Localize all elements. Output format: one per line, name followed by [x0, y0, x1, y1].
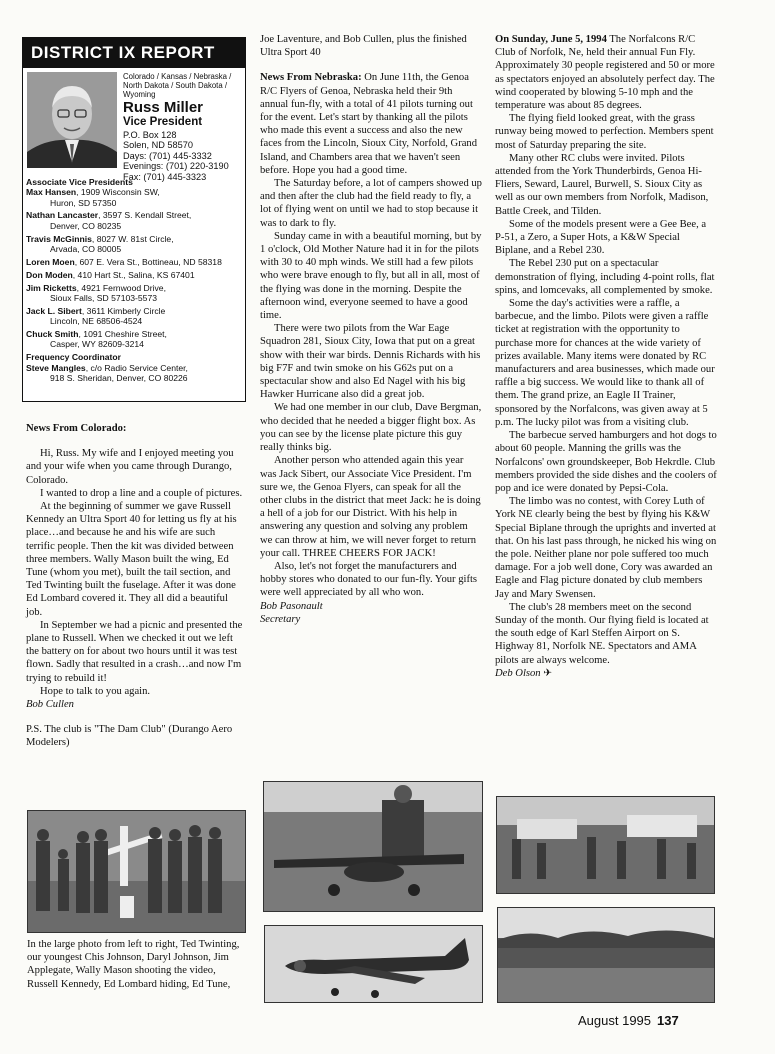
- paragraph: The flying field looked great, with the grass runway being mowed to perfection. Members spent most of Saturday preparing the site.: [495, 113, 714, 151]
- paragraph: Sunday came in with a beautiful morning, but by 1 o'clock, Old Mother Nature had it in for the pilots with 30 to 40 mph winds. We still had a few pilots who were brave enough to fly, but all in all, most of the flying was done in the morning. Despite the afternoon wind, everyone seemed to have a good time.: [260, 230, 482, 322]
- associate-entry: Travis McGinnis, 8027 W. 81st Circle, Arvada, CO 80005: [26, 233, 174, 254]
- vice-president-contact: [123, 130, 229, 182]
- paragraph: Many other RC clubs were invited. Pilots attended from the York Thunderbirds, Genoa Hi-Fliers, Seward, Laurel, Burwell, S. Sioux City as well as our own members from Norfolk, Madison, Battle Creek, and Tilden.: [495, 152, 709, 217]
- nebraska-heading: News From Nebraska:: [260, 72, 362, 84]
- associates-label: Associate Vice Presidents: [26, 177, 133, 187]
- associate-entry: Nathan Lancaster, 3597 S. Kendall Street, Denver, CO 80235: [26, 210, 192, 231]
- continue-arrow-icon: ✈: [543, 667, 553, 679]
- phone-fax: Fax: (701) 445-3323: [123, 171, 207, 182]
- photo-caption: In the large photo from left to right, Ted Twinting, our youngest Chis Johnson, Daryl Johnson, Jim Applegate, Wally Mason shooting the video, Russell Kennedy, Ed Lombard hiding, Ed Tune,: [27, 939, 240, 990]
- paragraph: Another person who attended again this year was Jack Sibert, our Associate Vice President. I'm sure we, the Genoa Flyers, can speak for all the other clubs in the district that meet Jack: he is doing a hell of a job for our District. With his help in answering any question and solving any problem we can throw at him, we will never forget to return your call. THREE CHEERS FOR JACK!: [260, 455, 481, 559]
- frequency-coordinator-entry: Steve Mangles, c/o Radio Service Center, 918 S. Sheridan, Denver, CO 80226: [26, 362, 188, 383]
- associate-entry: Chuck Smith, 1091 Cheshire Street, Casper, WY 82609-3214: [26, 329, 167, 350]
- signature-title: Secretary: [260, 613, 301, 625]
- page-number: 137: [657, 1013, 679, 1028]
- paragraph: In September we had a picnic and presented the plane to Russell. When we checked it out we left the battery on for about two hours until it was test flown. Sadly that resulted in a crash…and now I'm trying to rebuild it!: [26, 619, 243, 684]
- paragraph: Hi, Russ. My wife and I enjoyed meeting you and your wife when you came through Durango, Colorado.: [26, 448, 234, 486]
- district-title: DISTRICT IX REPORT: [23, 38, 245, 68]
- address-line: P.O. Box 128: [123, 130, 177, 140]
- address-line: Solen, ND 58570: [123, 140, 193, 151]
- phone-days: Days: (701) 445-3332: [123, 150, 212, 161]
- issue-date: August 1995: [578, 1013, 652, 1028]
- paragraph: Some the day's activities were a raffle, a barbecue, and the limbo. Pilots were given a raffle ticket at registration with the opportunity to purchase more for chances at the wide variety of prizes available. Many items were donated by RC manufacturers and area businesses, which made our raffle a big success. We would like to thank all of them. The grand prize, an Eagle II Trainer, sponsored by the Norfalcons, was given away at 5 p.m. The lucky pilot was from a visiting club.: [495, 298, 715, 428]
- paragraph: We had one member in our club, Dave Bergman, who decided that he needed a bigger flight box. As you can see by the license plate picture this guy really thinks big.: [260, 402, 482, 454]
- colorado-article: [26, 422, 246, 750]
- paragraph: The barbecue served hamburgers and hot dogs to about 60 people. Manning the grills was the Norfalcons' own groundskeeper, Bob Hekrdle. Club members provided the side dishes and the coolers of pop and ice were donated by Pepsi-Cola.: [495, 430, 717, 494]
- signature: Deb Olson: [495, 667, 541, 679]
- district-states: Colorado / Kansas / Nebraska / North Dakota / South Dakota / Wyoming: [123, 72, 232, 99]
- paragraph: The Norfalcons R/C Club of Norfolk, Ne, held their annual Fun Fly. Approximately 30 people registered and 50 or more as spectators enjoyed an absolutely perfect day. The wind cooperated by blowing 5-10 mph and the temperature was about 85 degrees.: [495, 34, 715, 112]
- associate-entry: Loren Moen, 607 E. Vera St., Bottineau, ND 58318: [26, 256, 222, 267]
- page-footer: [578, 1013, 679, 1028]
- caption-continuation: Joe Laventure, and Bob Cullen, plus the finished Ultra Sport 40: [260, 34, 467, 59]
- associate-vp-list: [26, 177, 242, 386]
- paragraph: Some of the models present were a Gee Bee, a P-51, a Zero, a Super Hots, a K&W Special Biplane, and a Rebel 230.: [495, 218, 707, 257]
- paragraph: On June 11th, the Genoa R/C Flyers of Genoa, Nebraska held their 9th annual fun-fly, with a total of 41 pilots turning out for the event. Let's start by thanking all the pilots who made this event a success and also the new faces from the Lincoln, Sioux City, Norfold, Grand Island, and Chambers area that we haven't seen before. Hope you had a good time.: [260, 72, 478, 176]
- vice-president-photo: [27, 72, 117, 168]
- colorado-heading: News From Colorado:: [26, 423, 127, 434]
- field-cars-photo: [497, 907, 715, 1003]
- paragraph: The limbo was no contest, with Corey Luth of York NE clearly being the best by flying his K&W Special Biplane through the uprights and inverted at that. On his last pass through, he nicked his wing on the pole. Neither plane nor pole suffered too much damage. For a job well done, Cory was awarded an Eagle and Flag picture donated by club members Jay and Mary Swensen.: [495, 496, 717, 600]
- warbird-photo: [264, 925, 483, 1003]
- nebraska-article: [260, 33, 482, 626]
- paragraph: The club's 28 members meet on the second Sunday of the month. Our flying field is located at the south edge of Karl Steffen Airport on S. Highway 81, Norfolk NE. Spectators and AMA pilots are always welcome.: [495, 601, 709, 666]
- paragraph: Hope to talk to you again.: [40, 685, 151, 697]
- frequency-coordinator-label: Frequency Coordinator: [26, 352, 122, 363]
- signature: Bob Cullen: [26, 699, 74, 711]
- signature: Bob Pasonault: [260, 600, 323, 612]
- vice-president-title: Vice President: [123, 116, 203, 128]
- associate-entry: Max Hansen, 1909 Wisconsin SW, Huron, SD 57350: [26, 187, 160, 208]
- paragraph: There were two pilots from the War Eage Squadron 281, Sioux City, Iowa that put on a great show with their war birds. Dennis Richards with his big F7F and twin smoke on his G62s put on a spectacular show and also Ed Nagel with his big Hawker Hurricane also did a great job.: [260, 323, 481, 401]
- paragraph: At the beginning of summer we gave Russell Kennedy an Ultra Sport 40 for letting us fly at his place…and because he and his wife are such terrific people. Then the kit was divided between three members. Wally Mason built the wing, Ed Tune (whom you met), built the tail section, and Ted Twinting built the fuselage. After it was done Ed Lombard covered it. They all did a beautiful job.: [26, 501, 237, 618]
- pilot-with-plane-photo: [263, 781, 483, 912]
- crowd-tents-photo: [496, 796, 715, 894]
- norfolk-heading: On Sunday, June 5, 1994: [495, 34, 607, 45]
- norfolk-article: [495, 33, 717, 680]
- associate-entry: Don Moden, 410 Hart St., Salina, KS 67401: [26, 269, 195, 280]
- vice-president-name: Russ Miller: [123, 99, 204, 116]
- paragraph: The Saturday before, a lot of campers showed up and then after the club had the field ready to fly, a lot of flying went on until we had to stop because it was to dark to fly.: [260, 178, 482, 229]
- phone-evenings: Evenings: (701) 220-3190: [123, 161, 229, 172]
- club-group-photo: [27, 810, 246, 933]
- associate-entry: Jack L. Sibert, 3611 Kimberly Circle Lincoln, NE 68506-4524: [26, 305, 166, 327]
- district-info-box: [22, 37, 246, 402]
- paragraph: I wanted to drop a line and a couple of pictures.: [40, 487, 243, 499]
- postscript: P.S. The club is "The Dam Club" (Durango Aero Modelers): [26, 724, 233, 749]
- paragraph: The Rebel 230 put on a spectacular demonstration of flying, including 4-point rolls, flat spins, and lomcevaks, all complemented by smoke.: [495, 258, 715, 296]
- paragraph: Also, let's not forget the manufacturers and hobby stores who donated to our fun-fly. Your gifts were well appreciated by all who won.: [260, 560, 478, 599]
- associate-entry: Jim Ricketts, 4921 Fernwood Drive, Sioux Falls, SD 57103-5573: [26, 282, 166, 303]
